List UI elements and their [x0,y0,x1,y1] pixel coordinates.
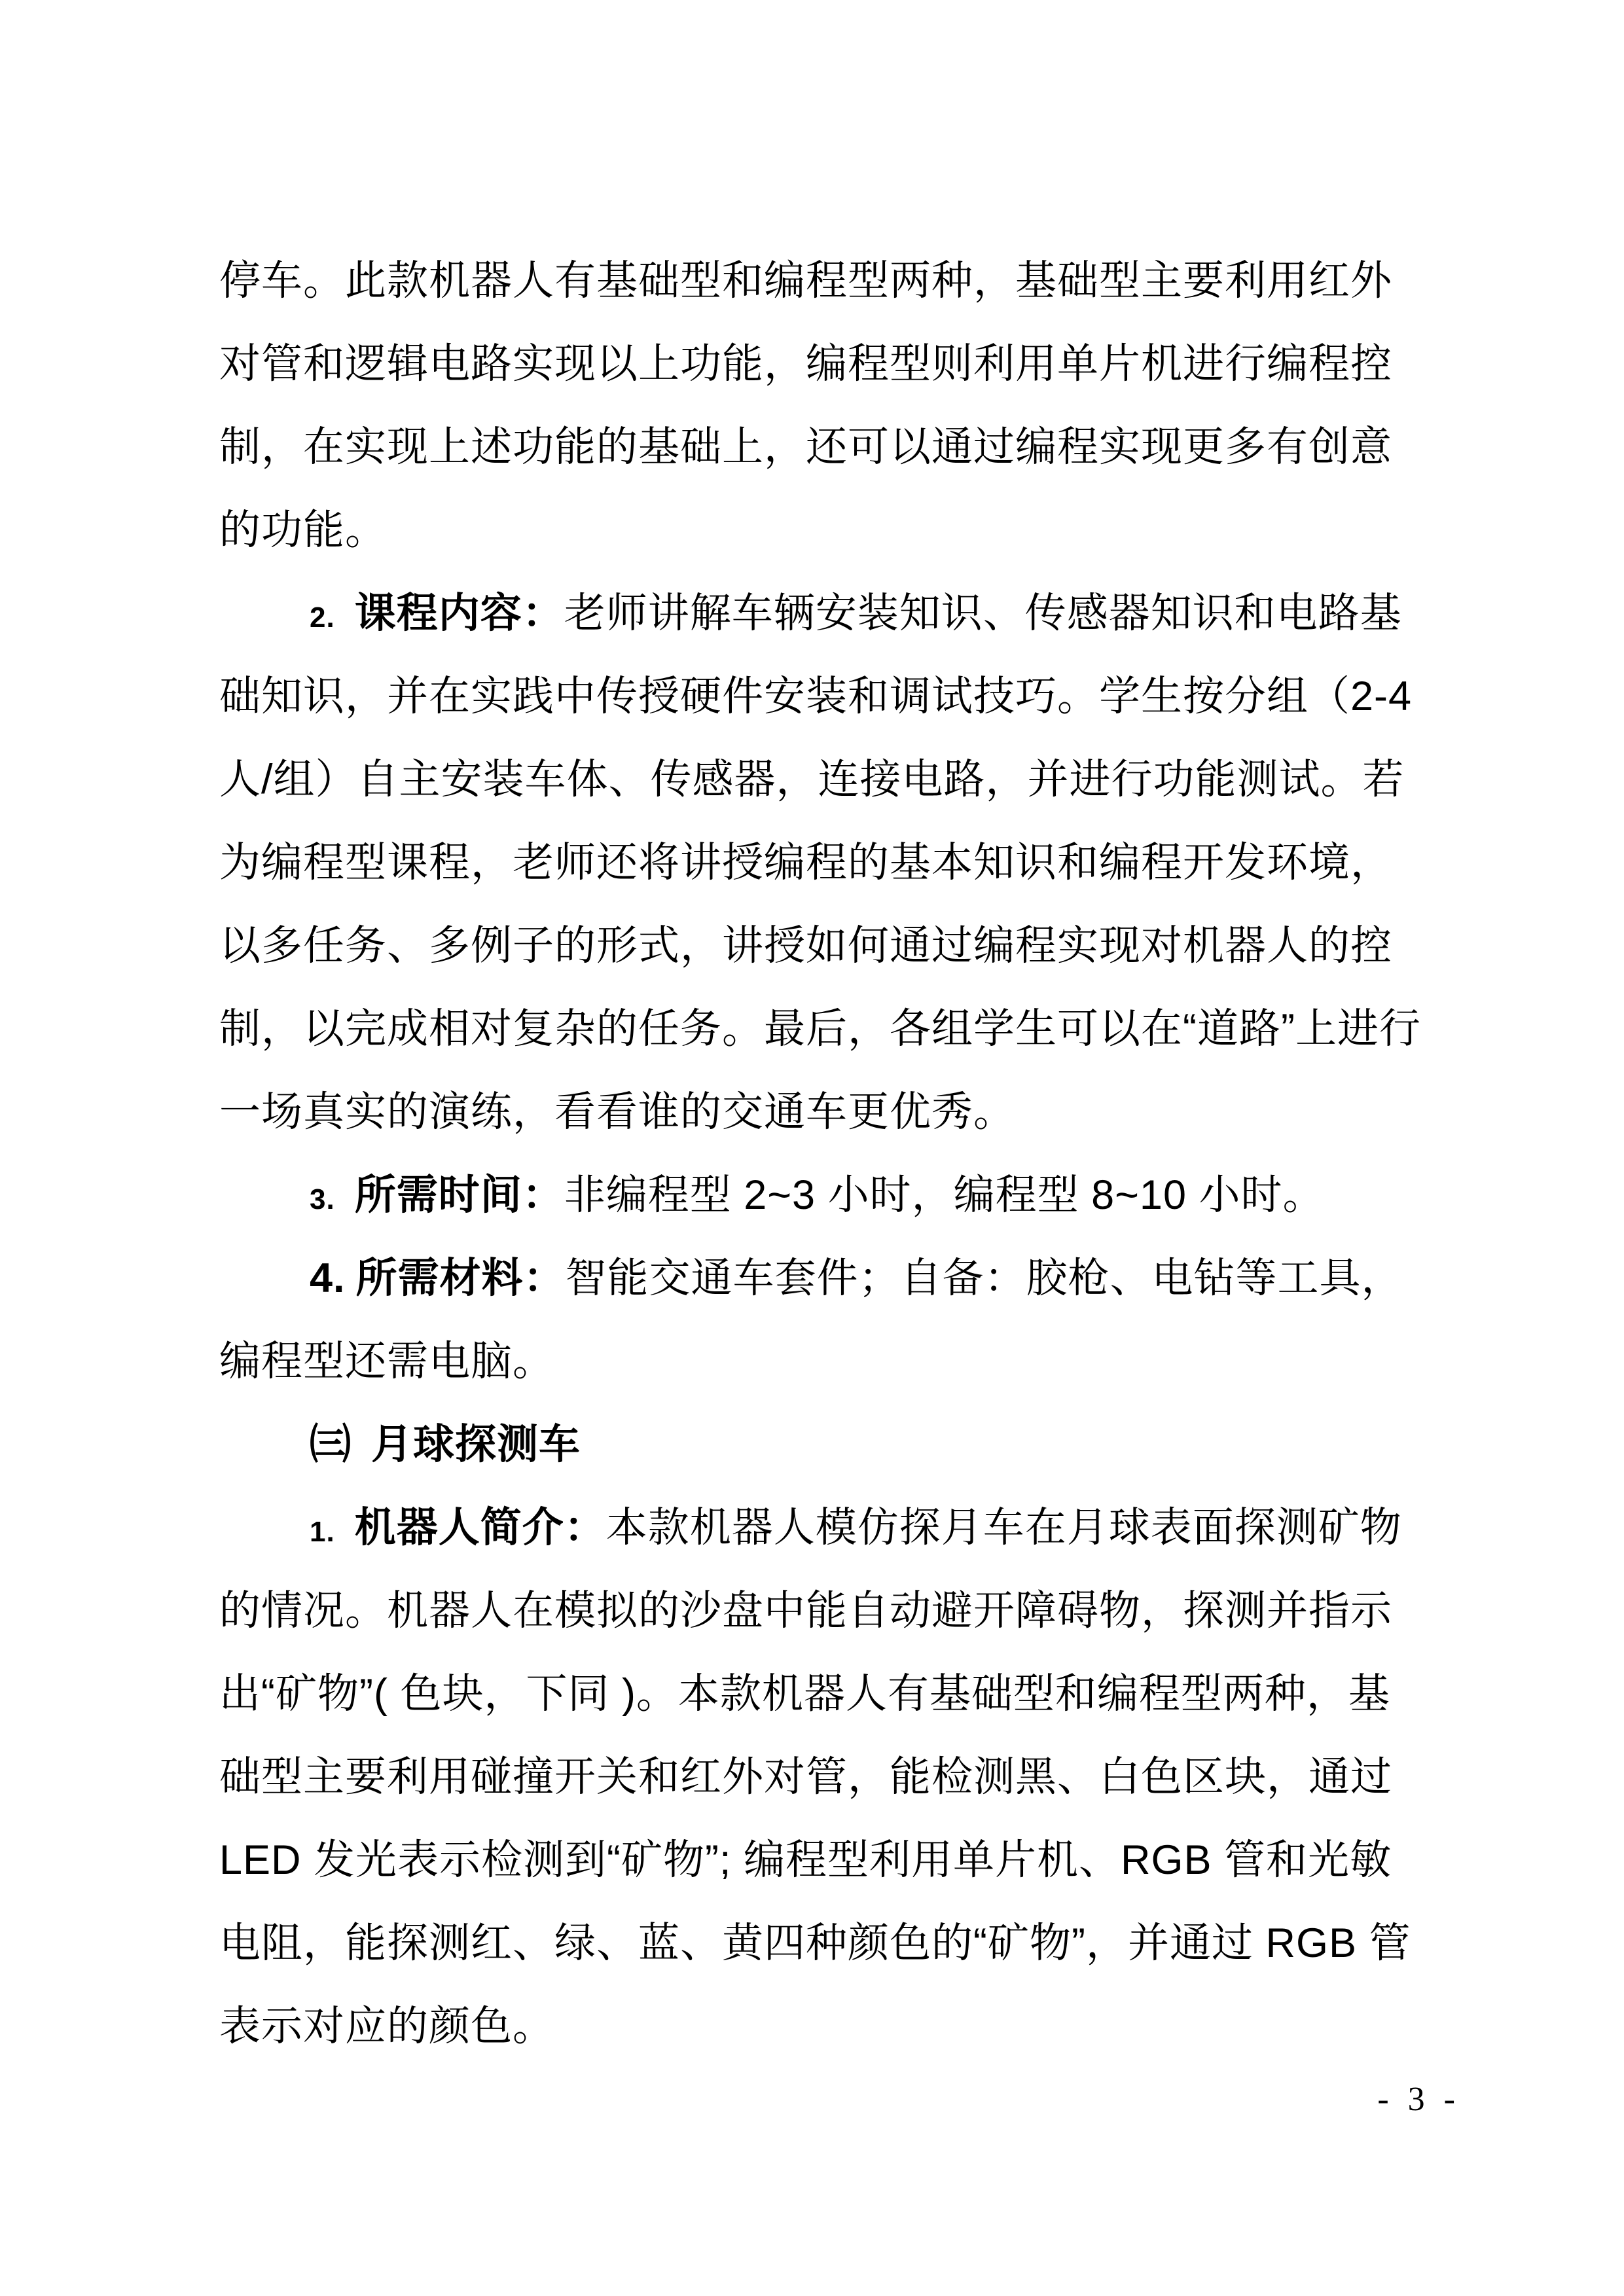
line-text: 电阻，能探测红、绿、蓝、黄四种颜色的“矿物”，并通过 RGB 管 [219,1920,1411,1966]
line-text: 制，在实现上述功能的基础上，还可以通过编程实现更多有创意 [219,424,1392,470]
line-text: 的功能。 [219,507,387,553]
text-line [219,1653,1460,1736]
text-line [219,240,1460,323]
text-line [219,738,1460,821]
line-text: 础知识，并在实践中传授硬件安装和调试技巧。学生按分组（2-4 [219,673,1413,719]
list-number: 3. [310,1183,335,1215]
text-line [219,1736,1460,1819]
line-text: 出“矿物”( 色块，下同 )。本款机器人有基础型和编程型两种，基 [219,1671,1390,1717]
line-text: 本款机器人模仿探月车在月球表面探测矿物 [605,1505,1402,1551]
text-line [219,1902,1460,1985]
line-text: 的情况。机器人在模拟的沙盘中能自动避开障碍物，探测并指示 [219,1588,1392,1634]
list-label: 所需材料： [355,1255,566,1301]
line-text: 表示对应的颜色。 [219,2003,554,2049]
text-line [219,1320,1460,1403]
text-line [219,1071,1460,1154]
text-line [219,1819,1460,1902]
text-line [219,821,1460,905]
line-text: 老师讲解车辆安装知识、传感器知识和电路基 [564,590,1402,636]
section-heading-lunar-rover [219,1403,1460,1486]
section-number: ㈢ [310,1422,352,1467]
page-number: - 3 - [1377,2081,1455,2118]
line-text: 停车。此款机器人有基础型和编程型两种，基础型主要利用红外 [219,258,1392,304]
list-item-line-robot-intro [219,1486,1460,1570]
line-text: 对管和逻辑电路实现以上功能，编程型则利用单片机进行编程控 [219,341,1392,387]
line-text: LED 发光表示检测到“矿物”; 编程型利用单片机、RGB 管和光敏 [219,1837,1392,1883]
list-label: 机器人简介： [354,1505,606,1551]
section-title: 月球探测车 [371,1422,581,1467]
text-line [219,655,1460,738]
line-text: 编程型还需电脑。 [219,1338,554,1384]
list-number: 2. [310,601,335,634]
line-text: 础型主要利用碰撞开关和红外对管，能检测黑、白色区块，通过 [219,1754,1392,1800]
line-text: 智能交通车套件；自备：胶枪、电钻等工具， [565,1255,1403,1301]
text-line [219,988,1460,1071]
document-text-block [219,240,1460,2068]
line-text: 以多任务、多例子的形式，讲授如何通过编程实现对机器人的控 [219,923,1392,969]
list-label: 课程内容： [354,590,564,636]
list-item-line-required-materials [219,1237,1460,1320]
list-number: 1. [310,1516,335,1548]
line-text: 人/组）自主安装车体、传感器，连接电路，并进行功能测试。若 [219,757,1405,802]
text-line [219,489,1460,572]
text-line [219,905,1460,988]
list-item-line-course-content [219,572,1460,655]
line-text: 为编程型课程，老师还将讲授编程的基本知识和编程开发环境， [219,840,1392,886]
text-line [219,1570,1460,1653]
text-line [219,406,1460,489]
list-item-line-required-time [219,1154,1460,1237]
list-label: 所需时间： [354,1172,564,1218]
text-line [219,323,1460,406]
line-text: 一场真实的演练，看看谁的交通车更优秀。 [219,1089,1015,1135]
line-text: 非编程型 2~3 小时，编程型 8~10 小时。 [564,1172,1325,1218]
text-line [219,1985,1460,2068]
list-number: 4. [310,1255,346,1301]
line-text: 制，以完成相对复杂的任务。最后，各组学生可以在“道路”上进行 [219,1006,1421,1052]
